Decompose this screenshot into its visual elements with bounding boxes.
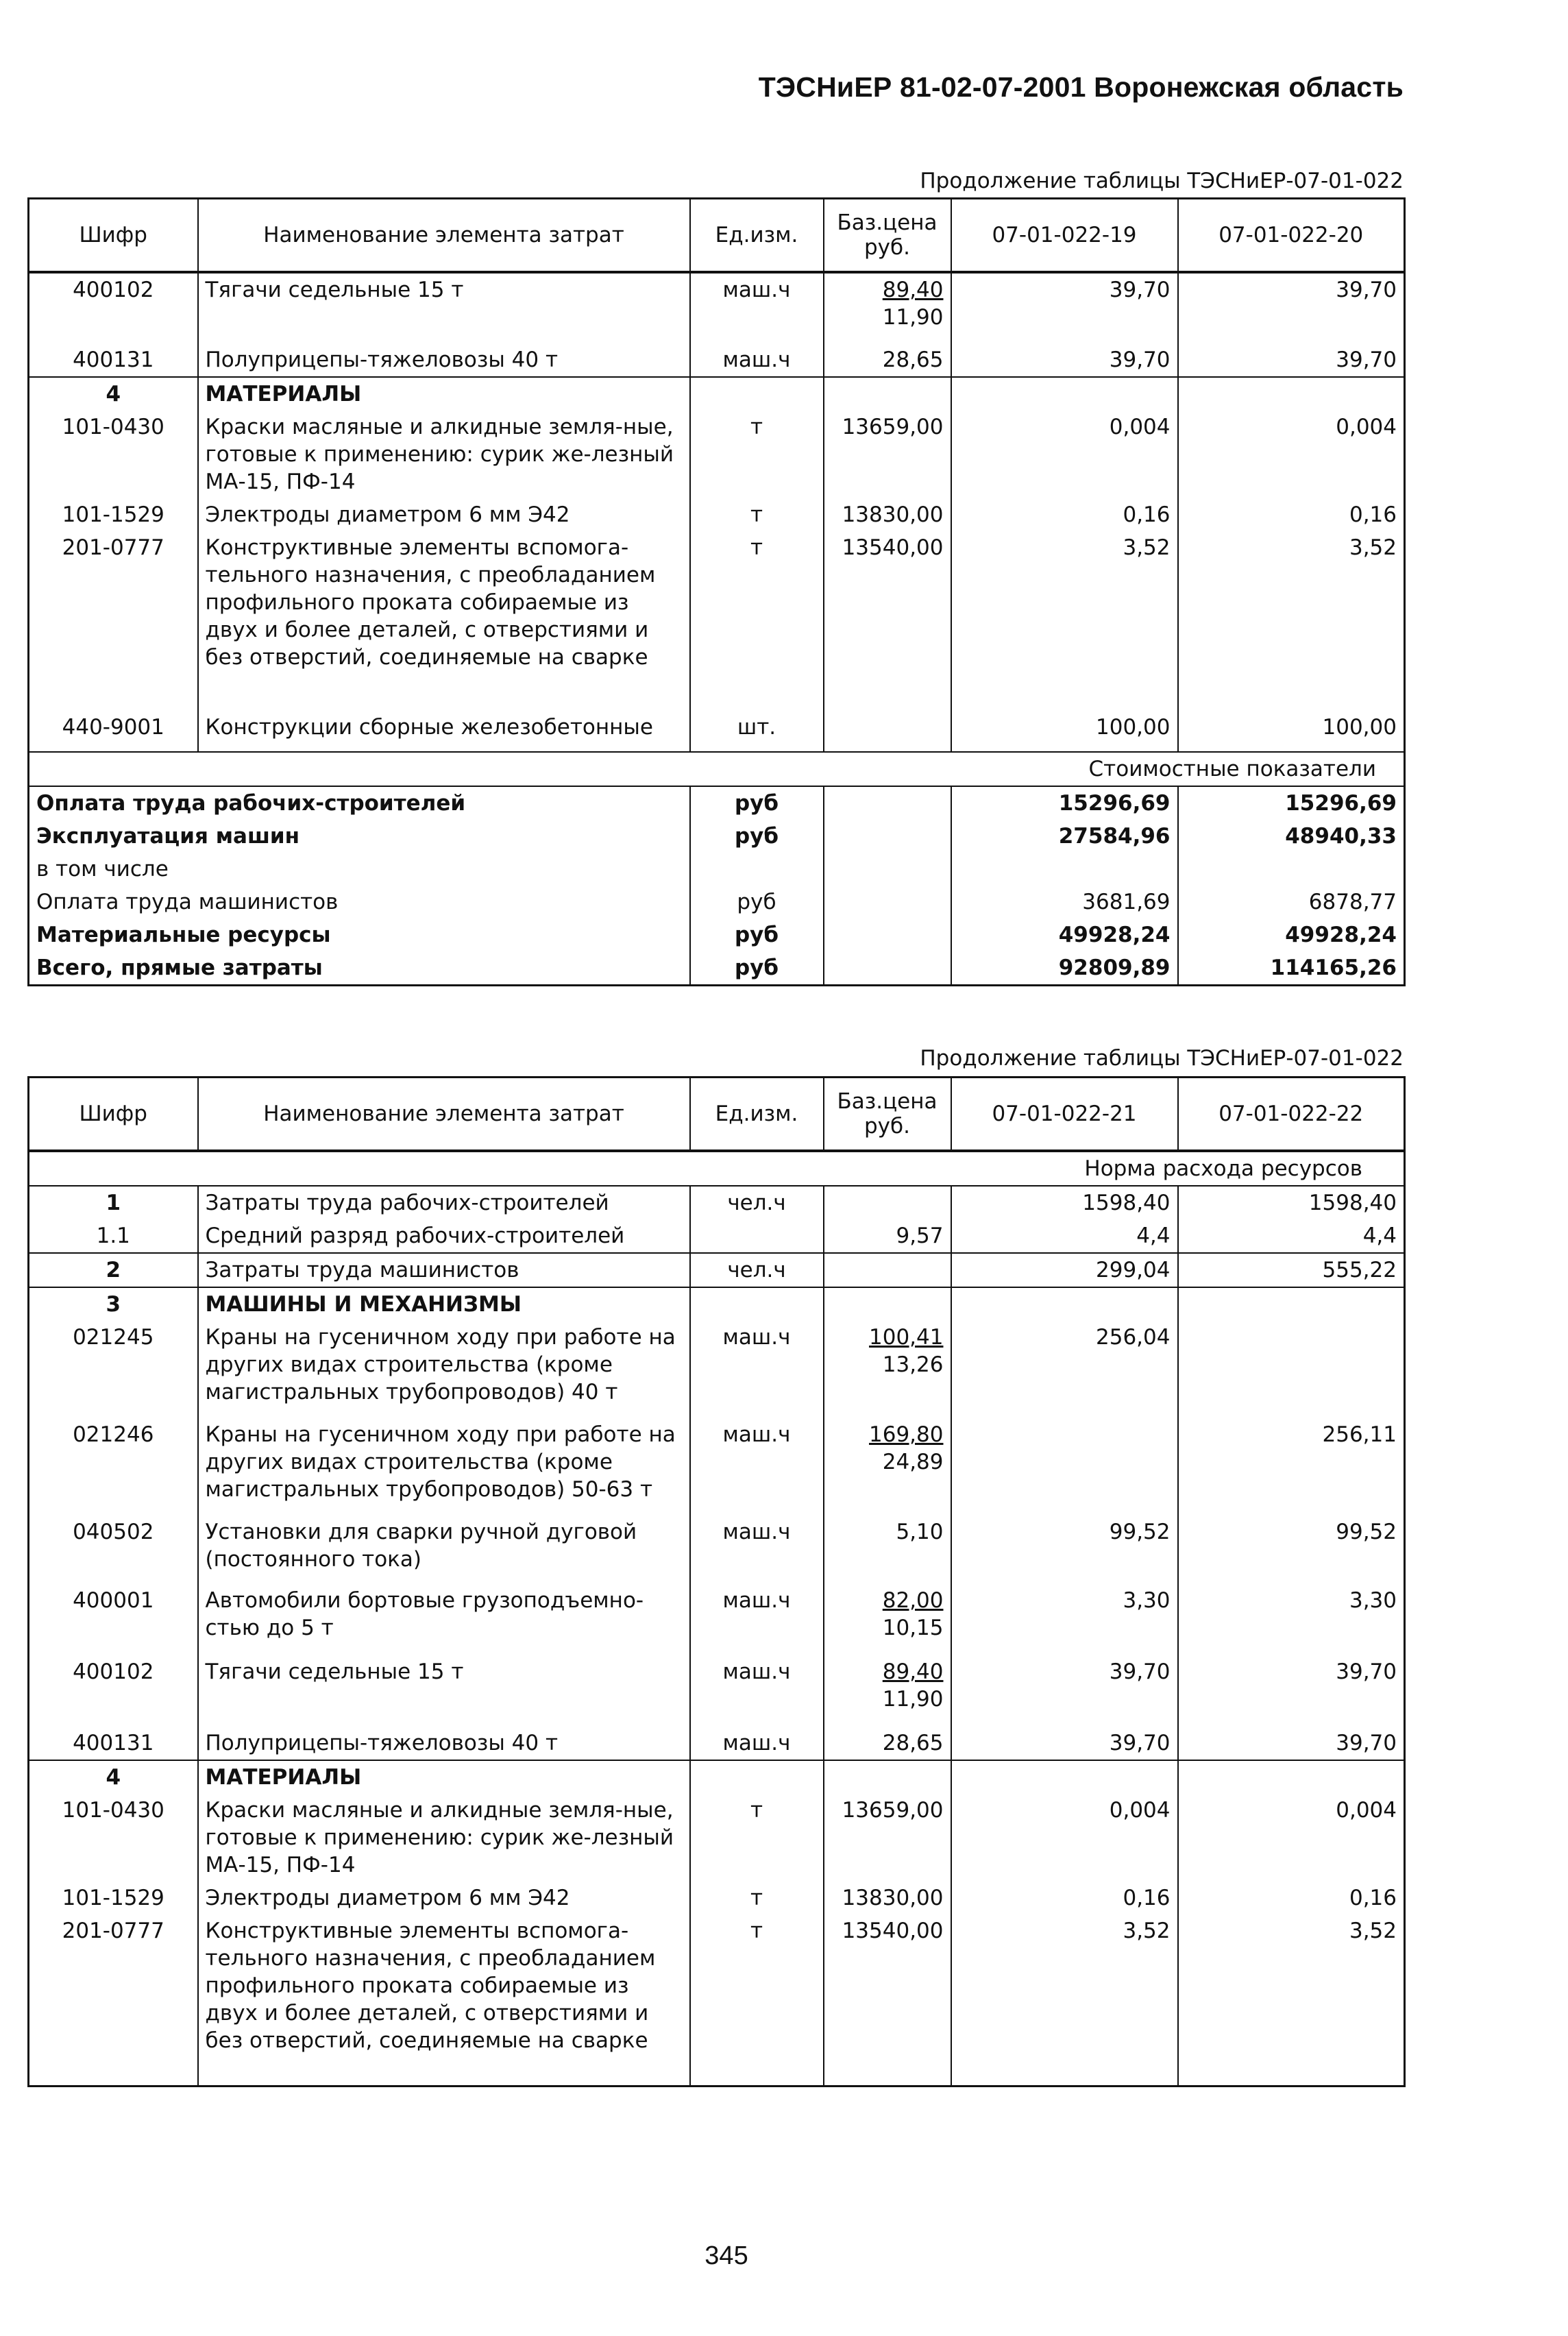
col-header-v2: 07-01-022-20	[1178, 199, 1405, 273]
table-row	[29, 1186, 1405, 1219]
row-v2: 99,52	[1178, 1516, 1405, 1584]
totals-v2: 49928,24	[1178, 918, 1405, 951]
row-unit	[690, 1219, 824, 1253]
row-unit: т	[690, 1882, 824, 1914]
row-v2: 0,16	[1178, 1882, 1405, 1914]
section-code: 4	[29, 1760, 198, 1794]
row-unit: маш.ч	[690, 1584, 824, 1655]
row-name: Затраты труда рабочих-строителей	[198, 1186, 690, 1219]
row-v2: 39,70	[1178, 272, 1405, 343]
section-row	[29, 1760, 1405, 1794]
row-code: 400131	[29, 1727, 198, 1760]
row-name: Электроды диаметром 6 мм Э42	[198, 498, 690, 531]
table-row	[29, 1584, 1405, 1655]
totals-name: Эксплуатация машин	[29, 820, 690, 853]
col-header-unit: Ед.изм.	[690, 1078, 824, 1152]
row-v1: 3,30	[951, 1584, 1178, 1655]
table-row	[29, 531, 1405, 711]
row-unit: маш.ч	[690, 343, 824, 377]
row-code: 1	[29, 1186, 198, 1219]
totals-unit	[690, 853, 824, 886]
row-unit: т	[690, 531, 824, 711]
page-header-title: ТЭСНиЕР 81-02-07-2001 Воронежская область	[758, 71, 1404, 103]
row-v2: 100,00	[1178, 711, 1405, 752]
totals-row	[29, 786, 1405, 820]
totals-name: Материальные ресурсы	[29, 918, 690, 951]
table-row	[29, 1321, 1405, 1418]
totals-v1: 27584,96	[951, 820, 1178, 853]
row-v2: 1598,40	[1178, 1186, 1405, 1219]
col-header-code: Шифр	[29, 1078, 198, 1152]
totals-v2: 15296,69	[1178, 786, 1405, 820]
price-labor: 24,89	[882, 1450, 944, 1474]
row-unit: т	[690, 1914, 824, 2086]
section-title: МАШИНЫ И МЕХАНИЗМЫ	[198, 1287, 690, 1321]
table-row	[29, 1655, 1405, 1727]
row-unit: чел.ч	[690, 1253, 824, 1287]
price-base: 89,40	[882, 278, 944, 302]
row-unit: маш.ч	[690, 1727, 824, 1760]
section-title: МАТЕРИАЛЫ	[198, 1760, 690, 1794]
table1	[27, 197, 1406, 986]
row-price	[824, 1584, 951, 1655]
row-price: 13659,00	[824, 1794, 951, 1882]
totals-v1: 49928,24	[951, 918, 1178, 951]
price-base: 82,00	[882, 1588, 944, 1613]
row-code: 2	[29, 1253, 198, 1287]
table-row	[29, 272, 1405, 343]
row-code: 021245	[29, 1321, 198, 1418]
row-v1: 0,16	[951, 498, 1178, 531]
price-labor: 13,26	[882, 1352, 944, 1377]
row-v2: 0,004	[1178, 411, 1405, 498]
section-title: МАТЕРИАЛЫ	[198, 377, 690, 411]
row-code: 400102	[29, 1655, 198, 1727]
row-v2: 39,70	[1178, 343, 1405, 377]
row-v1: 256,04	[951, 1321, 1178, 1418]
totals-name: Всего, прямые затраты	[29, 951, 690, 986]
norm-header: Норма расхода ресурсов	[29, 1151, 1405, 1186]
row-unit: т	[690, 411, 824, 498]
row-name: Краски масляные и алкидные земля-ные, готовые к применению: сурик же-лезный МА-15, ПФ-14	[198, 1794, 690, 1882]
row-price: 9,57	[824, 1219, 951, 1253]
row-name: Тягачи седельные 15 т	[198, 1655, 690, 1727]
row-name: Тягачи седельные 15 т	[198, 272, 690, 343]
price-labor: 11,90	[882, 1687, 944, 1712]
row-unit: шт.	[690, 711, 824, 752]
col-header-v2: 07-01-022-22	[1178, 1078, 1405, 1152]
row-price: 5,10	[824, 1516, 951, 1584]
totals-name: в том числе	[29, 853, 690, 886]
col-header-name: Наименование элемента затрат	[198, 1078, 690, 1152]
col-header-v1: 07-01-022-21	[951, 1078, 1178, 1152]
row-name: Полуприцепы-тяжеловозы 40 т	[198, 343, 690, 377]
price-base: 169,80	[869, 1422, 944, 1447]
table1-continuation-note: Продолжение таблицы ТЭСНиЕР-07-01-022	[920, 169, 1404, 193]
table1-header-row	[29, 199, 1405, 273]
table-row	[29, 343, 1405, 377]
row-price	[824, 1186, 951, 1219]
cost-header-row	[29, 752, 1405, 786]
norm-header-row	[29, 1151, 1405, 1186]
row-price: 13659,00	[824, 411, 951, 498]
price-labor: 11,90	[882, 305, 944, 330]
row-code: 101-1529	[29, 498, 198, 531]
row-price: 13540,00	[824, 1914, 951, 2086]
totals-v2: 114165,26	[1178, 951, 1405, 986]
row-unit: маш.ч	[690, 272, 824, 343]
row-unit: чел.ч	[690, 1186, 824, 1219]
table-row	[29, 1794, 1405, 1882]
row-v2	[1178, 1321, 1405, 1418]
row-name: Конструкции сборные железобетонные	[198, 711, 690, 752]
table-row	[29, 1727, 1405, 1760]
row-code: 440-9001	[29, 711, 198, 752]
totals-v1	[951, 853, 1178, 886]
totals-row	[29, 918, 1405, 951]
row-name: Электроды диаметром 6 мм Э42	[198, 1882, 690, 1914]
totals-name: Оплата труда рабочих-строителей	[29, 786, 690, 820]
table-row	[29, 1882, 1405, 1914]
section-row	[29, 1287, 1405, 1321]
totals-unit: руб	[690, 820, 824, 853]
row-name: Краны на гусеничном ходу при работе на других видах строительства (кроме магистральных трубопроводов) 40 т	[198, 1321, 690, 1418]
row-v1: 99,52	[951, 1516, 1178, 1584]
row-unit: маш.ч	[690, 1321, 824, 1418]
row-unit: маш.ч	[690, 1418, 824, 1516]
row-v2: 0,004	[1178, 1794, 1405, 1882]
col-header-code: Шифр	[29, 199, 198, 273]
row-code: 400131	[29, 343, 198, 377]
col-header-price: Баз.цена руб.	[824, 199, 951, 273]
row-price	[824, 1253, 951, 1287]
row-code: 400102	[29, 272, 198, 343]
row-v1: 100,00	[951, 711, 1178, 752]
totals-name: Оплата труда машинистов	[29, 886, 690, 918]
row-code: 101-1529	[29, 1882, 198, 1914]
row-v2: 3,52	[1178, 1914, 1405, 2086]
row-v1: 0,004	[951, 1794, 1178, 1882]
price-base: 89,40	[882, 1659, 944, 1684]
totals-unit: руб	[690, 786, 824, 820]
price-labor: 10,15	[882, 1616, 944, 1640]
row-unit: маш.ч	[690, 1655, 824, 1727]
row-name: Конструктивные элементы вспомога-тельного назначения, с преобладанием профильного проката собираемые из двух и более деталей, с отверстиями и без отверстий, соединяемые на сварке	[198, 1914, 690, 2086]
row-code: 201-0777	[29, 531, 198, 711]
row-code: 040502	[29, 1516, 198, 1584]
row-code: 1.1	[29, 1219, 198, 1253]
table-row	[29, 711, 1405, 752]
col-header-price: Баз.цена руб.	[824, 1078, 951, 1152]
totals-v1: 15296,69	[951, 786, 1178, 820]
totals-unit: руб	[690, 918, 824, 951]
row-price	[824, 1655, 951, 1727]
row-name: Установки для сварки ручной дуговой (постоянного тока)	[198, 1516, 690, 1584]
row-v2: 39,70	[1178, 1655, 1405, 1727]
row-price	[824, 1321, 951, 1418]
page-number: 345	[705, 2241, 748, 2270]
row-name: Автомобили бортовые грузоподъемно-стью до 5 т	[198, 1584, 690, 1655]
row-price: 13830,00	[824, 498, 951, 531]
row-v1	[951, 1418, 1178, 1516]
row-code: 101-0430	[29, 1794, 198, 1882]
table-row	[29, 1253, 1405, 1287]
row-v1: 299,04	[951, 1253, 1178, 1287]
row-price	[824, 711, 951, 752]
table-row	[29, 1418, 1405, 1516]
totals-v2: 48940,33	[1178, 820, 1405, 853]
row-v1: 39,70	[951, 1727, 1178, 1760]
row-name: Средний разряд рабочих-строителей	[198, 1219, 690, 1253]
totals-v2: 6878,77	[1178, 886, 1405, 918]
table-row	[29, 1914, 1405, 2086]
row-price: 13830,00	[824, 1882, 951, 1914]
row-code: 021246	[29, 1418, 198, 1516]
row-name: Краны на гусеничном ходу при работе на других видах строительства (кроме магистральных трубопроводов) 50-63 т	[198, 1418, 690, 1516]
totals-row	[29, 820, 1405, 853]
row-v2: 0,16	[1178, 498, 1405, 531]
totals-row	[29, 951, 1405, 986]
col-header-name: Наименование элемента затрат	[198, 199, 690, 273]
row-v1: 39,70	[951, 272, 1178, 343]
section-code: 4	[29, 377, 198, 411]
row-v1: 1598,40	[951, 1186, 1178, 1219]
totals-row	[29, 853, 1405, 886]
row-price: 28,65	[824, 1727, 951, 1760]
col-header-unit: Ед.изм.	[690, 199, 824, 273]
section-code: 3	[29, 1287, 198, 1321]
row-name: Затраты труда машинистов	[198, 1253, 690, 1287]
row-v1: 0,16	[951, 1882, 1178, 1914]
row-code: 400001	[29, 1584, 198, 1655]
row-v1: 0,004	[951, 411, 1178, 498]
row-name: Конструктивные элементы вспомога-тельного назначения, с преобладанием профильного проката собираемые из двух и более деталей, с отверстиями и без отверстий, соединяемые на сварке	[198, 531, 690, 711]
row-v2: 3,30	[1178, 1584, 1405, 1655]
table-row	[29, 1219, 1405, 1253]
row-unit: т	[690, 1794, 824, 1882]
table2-header-row	[29, 1078, 1405, 1152]
totals-v1: 3681,69	[951, 886, 1178, 918]
table-row	[29, 1516, 1405, 1584]
section-row	[29, 377, 1405, 411]
row-v2: 39,70	[1178, 1727, 1405, 1760]
row-price: 13540,00	[824, 531, 951, 711]
row-v2: 256,11	[1178, 1418, 1405, 1516]
row-code: 101-0430	[29, 411, 198, 498]
row-v2: 555,22	[1178, 1253, 1405, 1287]
totals-v2	[1178, 853, 1405, 886]
row-name: Полуприцепы-тяжеловозы 40 т	[198, 1727, 690, 1760]
row-v1: 3,52	[951, 531, 1178, 711]
cost-header: Стоимостные показатели	[29, 752, 1405, 786]
totals-row	[29, 886, 1405, 918]
table-row	[29, 498, 1405, 531]
row-v1: 3,52	[951, 1914, 1178, 2086]
row-v1: 4,4	[951, 1219, 1178, 1253]
row-price	[824, 1418, 951, 1516]
row-price	[824, 272, 951, 343]
row-v1: 39,70	[951, 343, 1178, 377]
totals-unit: руб	[690, 951, 824, 986]
row-v1: 39,70	[951, 1655, 1178, 1727]
row-v2: 4,4	[1178, 1219, 1405, 1253]
table2-continuation-note: Продолжение таблицы ТЭСНиЕР-07-01-022	[920, 1046, 1404, 1071]
row-unit: маш.ч	[690, 1516, 824, 1584]
row-code: 201-0777	[29, 1914, 198, 2086]
row-v2: 3,52	[1178, 531, 1405, 711]
row-price: 28,65	[824, 343, 951, 377]
table2	[27, 1076, 1406, 2087]
row-name: Краски масляные и алкидные земля-ные, готовые к применению: сурик же-лезный МА-15, ПФ-14	[198, 411, 690, 498]
table-row	[29, 411, 1405, 498]
totals-unit: руб	[690, 886, 824, 918]
price-base: 100,41	[869, 1325, 944, 1350]
row-unit: т	[690, 498, 824, 531]
totals-v1: 92809,89	[951, 951, 1178, 986]
col-header-v1: 07-01-022-19	[951, 199, 1178, 273]
